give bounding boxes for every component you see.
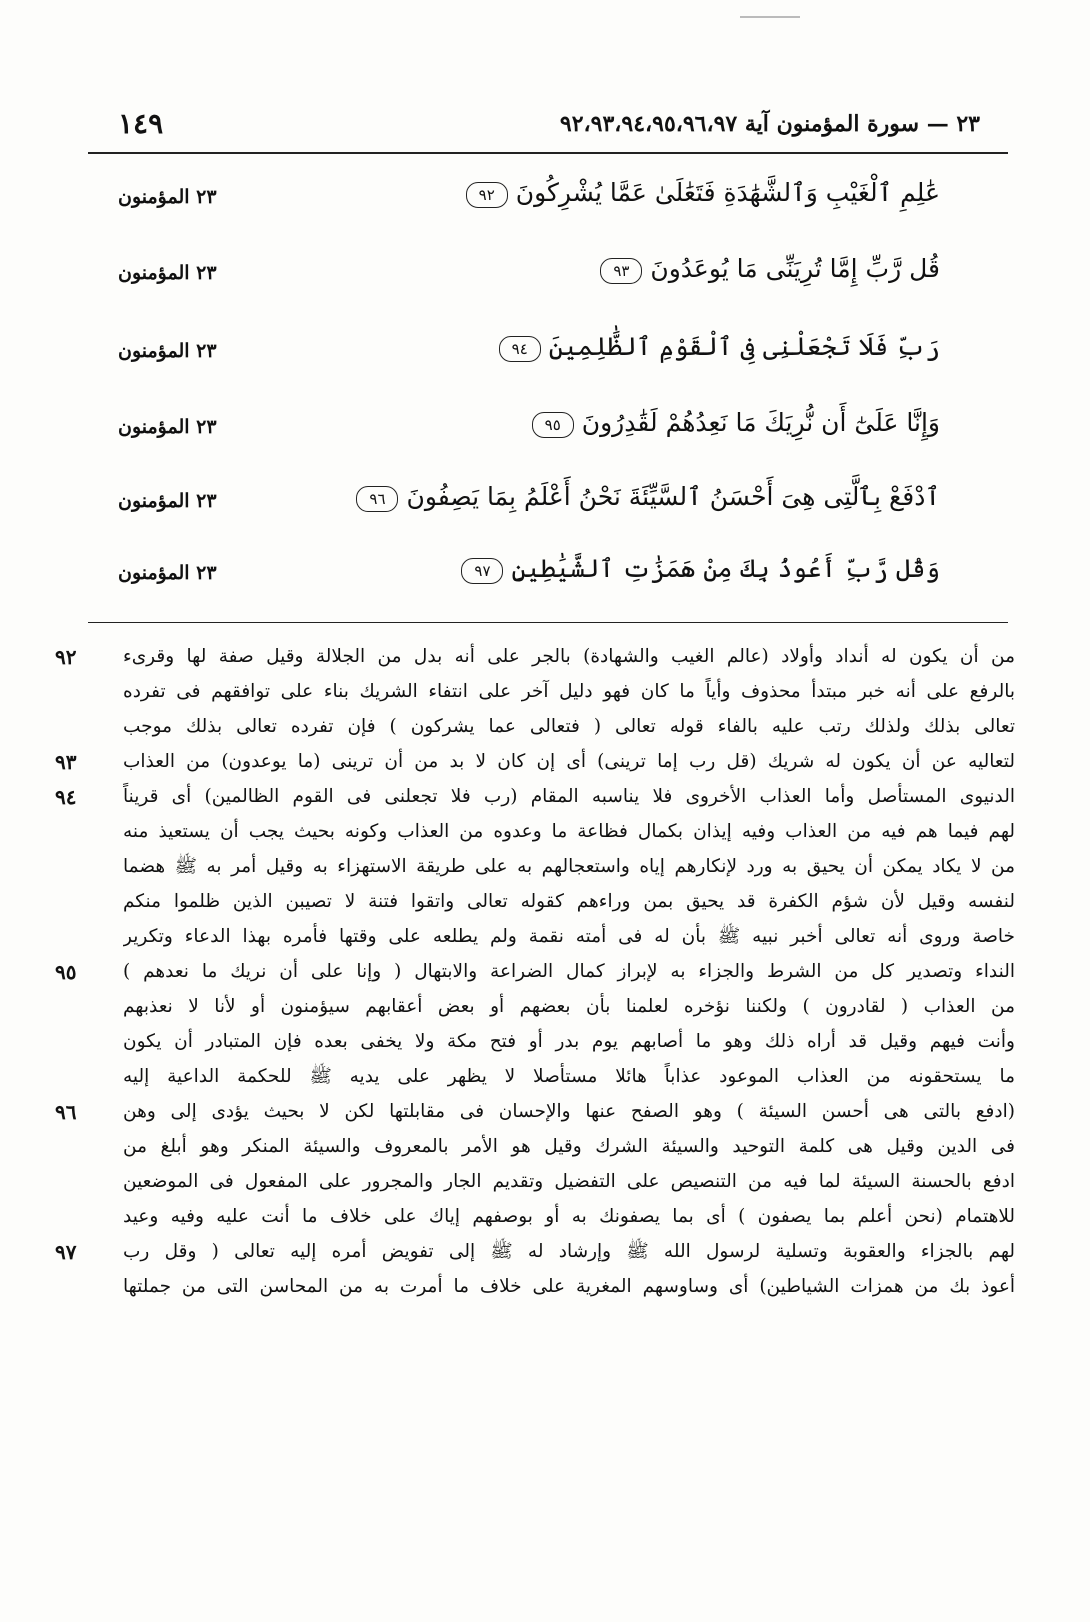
commentary-text: الدنيوى المستأصل وأما العذاب الأخروى فلا يناسبه المقام (رب فلا تجعلنى فى القوم الظالمين) أى قريناً bbox=[123, 786, 1015, 807]
commentary-text: النداء وتصدير كل من الشرط والجزاء به لإبراز كمال الضراعة والابتهال ( وإنا على أن نريك ما نعدهم ) bbox=[123, 961, 1015, 982]
verse-row bbox=[100, 472, 1000, 534]
commentary-line bbox=[55, 675, 1015, 709]
commentary-text: لنفسه وقيل لأن شؤم الكفرة قد يحيق بمن وراءهم كقوله تعالى واتقوا فتنة لا تصيبن الذين ظلموا منكم bbox=[123, 891, 1015, 912]
commentary-line bbox=[55, 640, 1015, 674]
verse-margin-number: ٩٧ bbox=[55, 1240, 77, 1264]
verse-reference: ٢٣ المؤمنون bbox=[118, 340, 217, 362]
commentary-text: ما يستحقونه من العذاب الموعود عذاباً هائلا مستأصلا لا يظهر على يديه ﷺ للحكمة الداعية إليه bbox=[123, 1066, 1015, 1087]
scan-speck bbox=[740, 16, 800, 18]
commentary-line bbox=[55, 1270, 1015, 1304]
verse-row bbox=[100, 322, 1000, 384]
commentary-line bbox=[55, 1165, 1015, 1199]
verse-margin-number: ٩٢ bbox=[55, 645, 77, 669]
commentary-text: من أن يكون له أنداد وأولاد (عالم الغيب والشهادة) بالجر على أنه بدل من الجلالة وقيل صفة لها وقرىء bbox=[123, 646, 1015, 667]
verse-number-marker: ٩٥ bbox=[532, 412, 574, 438]
verse-number-marker: ٩٣ bbox=[600, 258, 642, 284]
commentary-text: للاهتمام (نحن أعلم بما يصفون ) أى بما يصفونك به أو بوصفهم إياك على خلاف ما أنت عليه وفيه وعيد bbox=[123, 1206, 1015, 1227]
verse-row bbox=[100, 168, 1000, 230]
verse-text bbox=[466, 178, 940, 208]
commentary-text: بالرفع على أنه خبر مبتدأ محذوف وأياً ما كان فهو دليل آخر على انتفاء الشريك بناء على توافقهم فى تفرده bbox=[123, 681, 1015, 702]
commentary-text: وأنت فيهم وقيل قد أراه ذلك وهو ما أصابهم يوم بدر أو فتح مكة ولا يخفى بعده فإن المتبادر أن يكون bbox=[123, 1031, 1015, 1052]
verse-reference: ٢٣ المؤمنون bbox=[118, 186, 217, 208]
commentary-text: أعوذ بك من همزات الشياطين) أى وساوسهم المغرية على خلاف ما أمرت به من المحاسن التى من جملتها bbox=[123, 1276, 1015, 1297]
verse-text bbox=[600, 254, 940, 284]
commentary-line bbox=[55, 1060, 1015, 1094]
verse-row bbox=[100, 544, 1000, 606]
verse-arabic: وَقُل رَّبِّ أَعُوذُ بِكَ مِنْ هَمَزَٰتِ ٱلشَّيَٰطِينِ bbox=[511, 554, 940, 583]
commentary-text: من لا يكاد يمكن أن يحيق به ورد لإنكارهم إياه واستعجالهم به على طريقة الاستهزاء به وقيل أمر به ﷺ هضما bbox=[123, 856, 1015, 877]
commentary-text: (ادفع بالتى هى أحسن السيئة ) وهو الصفح عنها والإحسان فى مقابلتها لكن لا بحيث يؤدى إلى وهن bbox=[123, 1101, 1015, 1122]
verse-arabic: ٱدْفَعْ بِٱلَّتِى هِىَ أَحْسَنُ ٱلسَّيِّئَةَ نَحْنُ أَعْلَمُ بِمَا يَصِفُونَ bbox=[406, 482, 940, 511]
verse-row bbox=[100, 244, 1000, 306]
commentary-line bbox=[55, 920, 1015, 954]
header-title: ٢٣ — سورة المؤمنون آية ٩٢،٩٣،٩٤،٩٥،٩٦،٩٧ bbox=[559, 111, 980, 137]
section-rule bbox=[88, 622, 1008, 623]
commentary-line bbox=[55, 1025, 1015, 1059]
header-rule bbox=[88, 152, 1008, 154]
commentary-text: لهم بالجزاء والعقوبة وتسلية لرسول الله ﷺ وإرشاد له ﷺ إلى تفويض أمره إليه تعالى ( وقل رب bbox=[123, 1241, 1015, 1262]
verse-row bbox=[100, 398, 1000, 460]
verse-number-marker: ٩٢ bbox=[466, 182, 508, 208]
commentary-line bbox=[55, 780, 1015, 814]
verse-margin-number: ٩٥ bbox=[55, 960, 77, 984]
commentary-text: فى الدين وقيل هى كلمة التوحيد والسيئة الشرك وقيل هو الأمر بالمعروف والسيئة المنكر وهو أبلغ من bbox=[123, 1136, 1015, 1157]
verse-text bbox=[461, 554, 940, 584]
verse-arabic: قُل رَّبِّ إِمَّا تُرِيَنِّى مَا يُوعَدُونَ bbox=[650, 254, 940, 283]
commentary-line bbox=[55, 745, 1015, 779]
verse-reference: ٢٣ المؤمنون bbox=[118, 490, 217, 512]
commentary-text: خاصة وروى أنه تعالى أخبر نبيه ﷺ بأن له فى أمته نقمة ولم يطلعه على وقتها فأمره بهذا الدعاء وتكرير bbox=[123, 926, 1015, 947]
verse-reference: ٢٣ المؤمنون bbox=[118, 562, 217, 584]
commentary-line bbox=[55, 710, 1015, 744]
commentary-line bbox=[55, 850, 1015, 884]
verse-arabic: رَبِّ فَلَا تَجْعَلْنِى فِى ٱلْقَوْمِ ٱلظَّٰلِمِينَ bbox=[548, 332, 940, 361]
verse-margin-number: ٩٦ bbox=[55, 1100, 77, 1124]
commentary-text: من العذاب ( لقادرون ) ولكننا نؤخره لعلمنا بأن بعضهم أو بعض أعقابهم سيؤمنون أو لأنا لا نعذبهم bbox=[123, 996, 1015, 1017]
verse-reference: ٢٣ المؤمنون bbox=[118, 262, 217, 284]
verse-reference: ٢٣ المؤمنون bbox=[118, 416, 217, 438]
commentary-line bbox=[55, 1200, 1015, 1234]
verse-arabic: عَٰلِمِ ٱلْغَيْبِ وَٱلشَّهَٰدَةِ فَتَعَٰلَىٰ عَمَّا يُشْرِكُونَ bbox=[515, 178, 940, 207]
verse-text bbox=[499, 332, 940, 362]
page-header bbox=[100, 105, 1000, 149]
verse-margin-number: ٩٣ bbox=[55, 750, 77, 774]
verse-number-marker: ٩٦ bbox=[356, 486, 398, 512]
commentary-line bbox=[55, 815, 1015, 849]
verse-text bbox=[532, 408, 940, 438]
page-number: ١٤٩ bbox=[118, 107, 164, 140]
verse-arabic: وَإِنَّا عَلَىٰٓ أَن نُّرِيَكَ مَا نَعِدُهُمْ لَقَٰدِرُونَ bbox=[581, 408, 940, 437]
verse-margin-number: ٩٤ bbox=[55, 785, 77, 809]
commentary-text: لتعاليه عن أن يكون له شريك (قل رب إما ترينى) أى إن كان لا بد من أن ترينى (ما يوعدون) من العذاب bbox=[123, 751, 1015, 772]
commentary-line bbox=[55, 1235, 1015, 1269]
commentary-line bbox=[55, 955, 1015, 989]
commentary-line bbox=[55, 885, 1015, 919]
commentary-line bbox=[55, 990, 1015, 1024]
verse-number-marker: ٩٤ bbox=[499, 336, 541, 362]
commentary-text: ادفع بالحسنة السيئة لما فيه من التنصيص على التفضيل وتقديم الجار والمجرور على المفعول فى الموضعين bbox=[123, 1171, 1015, 1192]
verse-text bbox=[356, 482, 940, 512]
verse-number-marker: ٩٧ bbox=[461, 558, 503, 584]
commentary-text: لهم فيما هم فيه من العذاب وفيه إيذان بكمال فظاعة ما وعدوه من العذاب وكونه بحيث يجب أن يستعيذ منه bbox=[123, 821, 1015, 842]
commentary-text: تعالى بذلك ولذلك رتب عليه بالفاء قوله تعالى ( فتعالى عما يشركون ) فإن تفرده تعالى بذلك موجب bbox=[123, 716, 1015, 737]
commentary-line bbox=[55, 1095, 1015, 1129]
commentary-line bbox=[55, 1130, 1015, 1164]
